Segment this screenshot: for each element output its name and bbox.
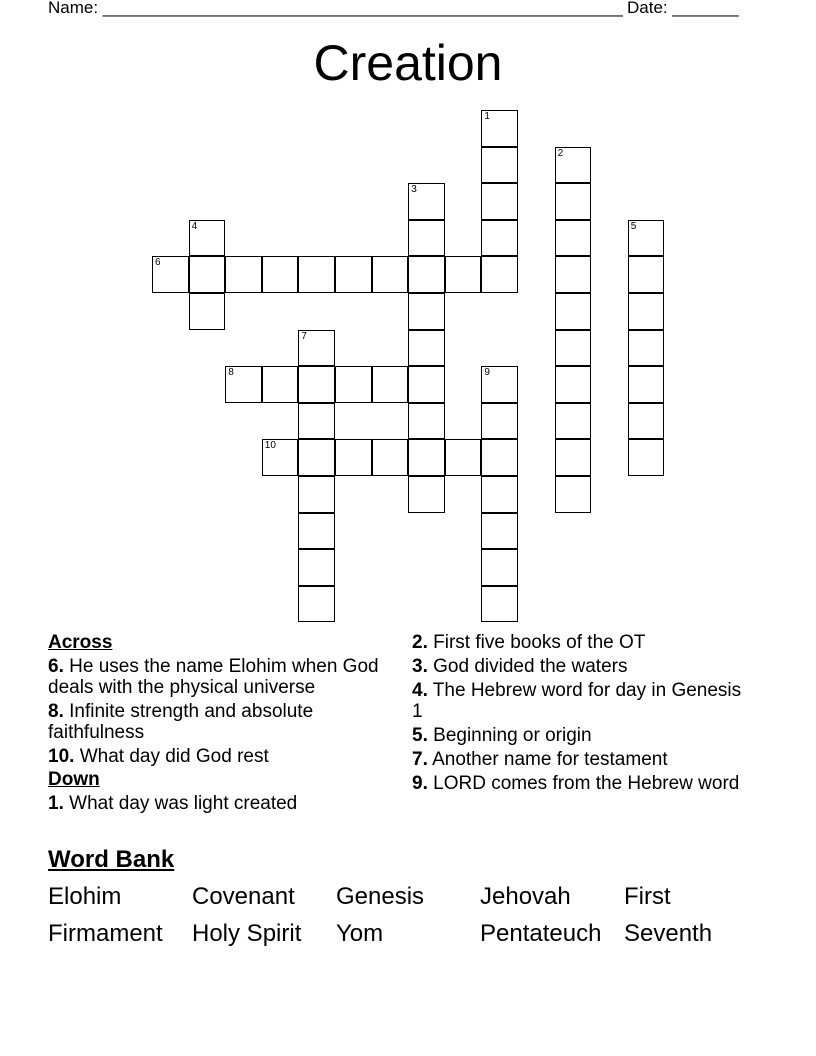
word-bank-item: Covenant: [192, 883, 295, 910]
word-bank-item: Firmament: [48, 920, 163, 947]
crossword-cell[interactable]: [152, 256, 189, 293]
crossword-cell[interactable]: [628, 220, 665, 257]
clue-down-1: [48, 793, 403, 814]
clue-down-9: [412, 773, 742, 794]
cell-number: 7: [301, 330, 307, 342]
crossword-cell[interactable]: [298, 366, 335, 403]
clue-across-6: [48, 656, 403, 698]
crossword-cell[interactable]: [555, 256, 592, 293]
name-line: Name: _______________________________________________________: [48, 0, 623, 17]
crossword-cell[interactable]: [481, 220, 518, 257]
clues-left-column: [48, 630, 403, 814]
crossword-cell[interactable]: [628, 366, 665, 403]
word-bank-item: Holy Spirit: [192, 920, 302, 947]
crossword-cell[interactable]: [481, 147, 518, 184]
puzzle-title: Creation: [313, 35, 503, 91]
word-bank-item: Pentateuch: [480, 920, 602, 947]
crossword-cell[interactable]: [481, 403, 518, 440]
crossword-cell[interactable]: [445, 256, 482, 293]
crossword-cell[interactable]: [189, 293, 226, 330]
crossword-cell[interactable]: [555, 403, 592, 440]
crossword-cell[interactable]: [335, 439, 372, 476]
crossword-cell[interactable]: [408, 330, 445, 367]
clue-number: 1.: [48, 793, 64, 814]
crossword-cell[interactable]: [372, 439, 409, 476]
crossword-cell[interactable]: [555, 220, 592, 257]
crossword-cell[interactable]: [372, 366, 409, 403]
clue-text: Beginning or origin: [433, 725, 592, 746]
clue-down-2: [412, 632, 742, 653]
clue-number: 9.: [412, 773, 428, 794]
crossword-cell[interactable]: [445, 439, 482, 476]
crossword-cell[interactable]: [408, 439, 445, 476]
cell-number: 5: [630, 220, 637, 232]
word-bank: [48, 883, 768, 948]
clue-number: 2.: [412, 632, 428, 653]
across-heading: Across: [48, 632, 113, 653]
crossword-cell[interactable]: [298, 586, 335, 623]
clue-text: The Hebrew word for day in Genesis 1: [412, 680, 742, 722]
crossword-cell[interactable]: [298, 256, 335, 293]
crossword-cell[interactable]: [408, 403, 445, 440]
clue-text: LORD comes from the Hebrew word: [433, 773, 740, 794]
crossword-cell[interactable]: [262, 366, 299, 403]
crossword-cell[interactable]: [481, 513, 518, 550]
cell-number: 2: [557, 147, 564, 159]
crossword-cell[interactable]: [481, 439, 518, 476]
clue-number: 3.: [412, 656, 428, 677]
crossword-cell[interactable]: [555, 439, 592, 476]
crossword-cell[interactable]: [298, 403, 335, 440]
crossword-cell[interactable]: [298, 513, 335, 550]
crossword-cell[interactable]: [298, 476, 335, 513]
clues-right-column: [412, 630, 742, 794]
crossword-cell[interactable]: [262, 256, 299, 293]
crossword-cell[interactable]: [555, 330, 592, 367]
clue-number: 6.: [48, 656, 64, 677]
crossword-cell[interactable]: [481, 476, 518, 513]
clue-down-7: [412, 749, 742, 770]
crossword-cell[interactable]: [555, 183, 592, 220]
down-heading: Down: [48, 769, 100, 790]
crossword-cell[interactable]: [628, 256, 665, 293]
word-bank-item: First: [624, 883, 671, 910]
cell-number: 8: [228, 367, 234, 379]
cell-number: 10: [264, 440, 276, 452]
clue-text: Another name for testament: [432, 749, 668, 770]
crossword-cell[interactable]: [628, 439, 665, 476]
crossword-cell[interactable]: [481, 586, 518, 623]
crossword-cell[interactable]: [372, 256, 409, 293]
clue-number: 8.: [48, 701, 64, 722]
crossword-cell[interactable]: [481, 183, 518, 220]
clue-across-10: [48, 746, 403, 767]
clue-down-3: [412, 656, 742, 677]
word-bank-item: Genesis: [336, 883, 425, 910]
crossword-cell[interactable]: [555, 147, 592, 184]
cell-number: 6: [155, 257, 161, 269]
crossword-cell[interactable]: [189, 220, 226, 257]
crossword-cell[interactable]: [189, 256, 226, 293]
crossword-cell[interactable]: [408, 183, 445, 220]
word-bank-title: Word Bank: [48, 846, 175, 873]
clue-text: First five books of the OT: [433, 632, 646, 653]
crossword-cell[interactable]: [628, 330, 665, 367]
clue-down-5: [412, 725, 742, 746]
cell-number: 1: [484, 111, 490, 122]
crossword-cell[interactable]: [555, 293, 592, 330]
word-bank-item: Seventh: [624, 920, 713, 947]
crossword-cell[interactable]: [298, 330, 335, 367]
crossword-cell[interactable]: [408, 366, 445, 403]
crossword-cell[interactable]: [628, 293, 665, 330]
cell-number: 3: [411, 184, 417, 196]
cell-number: 4: [191, 220, 198, 232]
word-bank-item: Elohim: [48, 883, 122, 910]
crossword-cell[interactable]: [335, 256, 372, 293]
crossword-cell[interactable]: [628, 403, 665, 440]
crossword-cell[interactable]: [481, 256, 518, 293]
date-line: Date: _______: [627, 0, 739, 17]
clue-text: What day was light created: [69, 793, 298, 814]
crossword-cell[interactable]: [555, 476, 592, 513]
crossword-cell[interactable]: [298, 439, 335, 476]
crossword-cell[interactable]: [481, 366, 518, 403]
clue-number: 7.: [412, 749, 428, 770]
crossword-cell[interactable]: [262, 439, 299, 476]
clue-down-4: [412, 680, 742, 722]
crossword-cell[interactable]: [408, 476, 445, 513]
crossword-cell[interactable]: [481, 549, 518, 586]
crossword-cell[interactable]: [408, 220, 445, 257]
crossword-cell[interactable]: [555, 366, 592, 403]
cell-number: 9: [484, 367, 490, 379]
clue-text: What day did God rest: [79, 746, 269, 767]
clue-number: 4.: [412, 680, 428, 701]
crossword-cell[interactable]: [298, 549, 335, 586]
clue-number: 5.: [412, 725, 428, 746]
crossword-cell[interactable]: [408, 293, 445, 330]
word-bank-item: Yom: [336, 920, 384, 947]
clue-across-8: [48, 701, 403, 743]
clue-text: God divided the waters: [433, 656, 628, 677]
clue-number: 10.: [48, 746, 75, 767]
crossword-cell[interactable]: [225, 256, 262, 293]
crossword-cell[interactable]: [408, 256, 445, 293]
clue-text: Infinite strength and absolute faithfulness: [48, 701, 314, 743]
crossword-cell[interactable]: [225, 366, 262, 403]
crossword-cell[interactable]: [481, 110, 518, 147]
word-bank-item: Jehovah: [480, 883, 571, 910]
crossword-cell[interactable]: [335, 366, 372, 403]
clue-text: He uses the name Elohim when God deals with the physical universe: [48, 656, 379, 698]
